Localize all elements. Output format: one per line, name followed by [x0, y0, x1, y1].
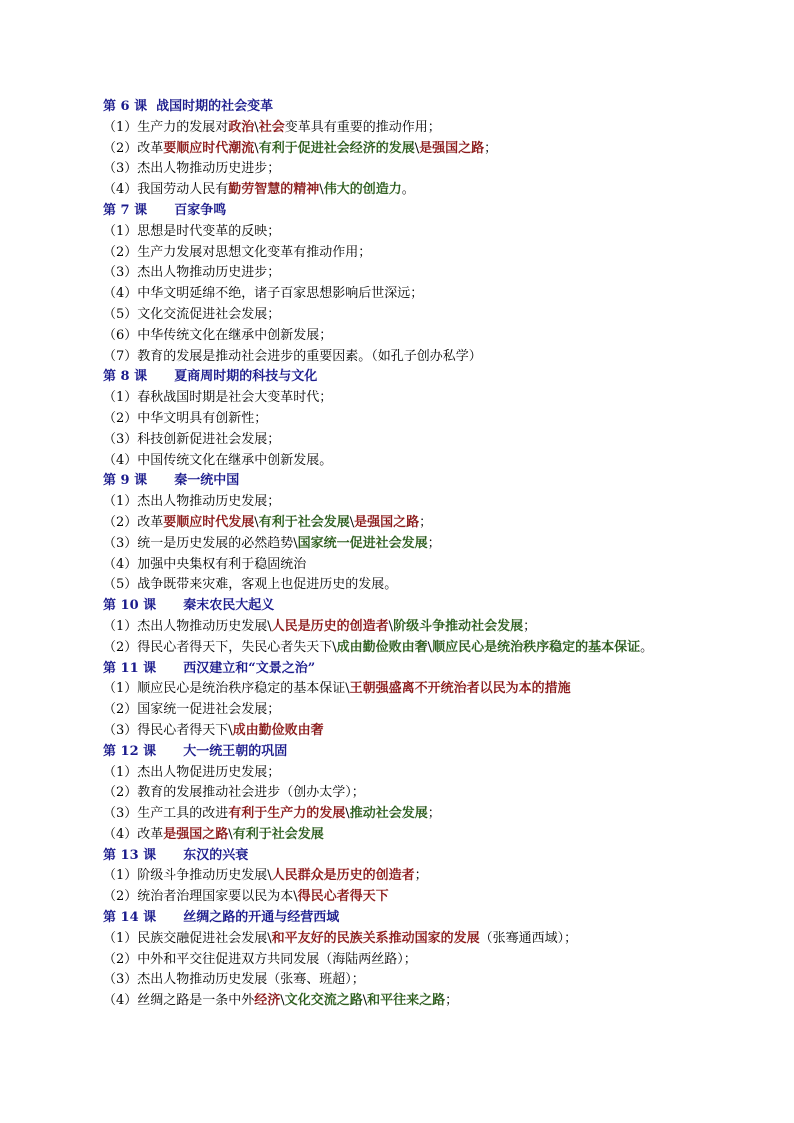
- point-text: （4）加强中央集权有利于稳固统治: [103, 556, 307, 572]
- lesson-section: [103, 201, 763, 367]
- lesson-point: [103, 700, 763, 721]
- point-text: \: [254, 119, 259, 135]
- key-phrase: 阶级斗争推动社会发展: [393, 618, 524, 634]
- lesson-point: [103, 284, 763, 305]
- lesson-point: [103, 804, 763, 825]
- lesson-point: [103, 991, 763, 1012]
- key-phrase: 有利于生产力的发展: [228, 806, 346, 822]
- lesson-point: [103, 825, 763, 846]
- key-phrase: 要顺应时代潮流: [163, 140, 255, 156]
- key-phrase: 和平往来之路: [367, 993, 446, 1009]
- point-text: ；: [427, 535, 441, 551]
- point-text: \: [427, 639, 433, 655]
- lesson-point: [103, 451, 763, 472]
- point-text: 变革具有重要的推动作用；: [284, 119, 441, 135]
- lesson-point: [103, 575, 763, 596]
- lesson-point: [103, 388, 763, 409]
- point-text: 。: [401, 182, 415, 198]
- point-text: \: [254, 140, 259, 156]
- point-text: （1）杰出人物促进历史发展；: [103, 764, 281, 780]
- lesson-point: [103, 243, 763, 264]
- point-text: （4）中国传统文化在继承中创新发展。: [103, 452, 333, 468]
- point-text: \: [414, 140, 420, 156]
- point-text: （3）得民心者得天下\: [103, 722, 233, 738]
- point-text: ；: [484, 140, 498, 156]
- lesson-point: [103, 887, 763, 908]
- point-text: \: [228, 826, 233, 842]
- lesson-point: [103, 929, 763, 950]
- point-text: （1）春秋战国时期是社会大变革时代；: [103, 390, 333, 406]
- key-phrase: 成由勤俭败由奢: [232, 722, 324, 738]
- lesson-point: [103, 305, 763, 326]
- lesson-section: [103, 367, 763, 471]
- lesson-section: [103, 97, 763, 201]
- point-text: \: [349, 514, 355, 530]
- lesson-section: [103, 846, 763, 908]
- lesson-point: [103, 409, 763, 430]
- key-phrase: 是强国之路: [419, 140, 485, 156]
- key-phrase: 伟大的创造力: [323, 182, 402, 198]
- point-text: （2）教育的发展推动社会进步（创办太学）；: [103, 785, 365, 801]
- lesson-point: [103, 534, 763, 555]
- lesson-point: [103, 513, 763, 534]
- point-text: （2）统治者治理国家要以民为本\: [103, 889, 298, 905]
- point-text: （1）杰出人物推动历史发展；: [103, 494, 281, 510]
- key-phrase: 是强国之路: [163, 826, 229, 842]
- key-phrase: 顺应民心是统治秩序稳定的基本保证: [432, 639, 641, 655]
- key-phrase: 有利于社会发展: [258, 514, 350, 530]
- lesson-heading: 第 6 课 战国时期的社会变革: [103, 99, 274, 114]
- key-phrase: 是强国之路: [354, 514, 420, 530]
- point-text: （3）统一是历史发展的必然趋势\: [103, 535, 298, 551]
- point-text: ；: [445, 993, 459, 1009]
- point-text: （3）杰出人物推动历史进步；: [103, 161, 281, 177]
- key-phrase: 经济: [254, 993, 281, 1009]
- lesson-heading: 第 13 课 东汉的兴衰: [103, 847, 249, 863]
- lesson-point: [103, 721, 763, 742]
- point-text: （4）中华文明延绵不绝，诸子百家思想影响后世深远；: [103, 286, 424, 302]
- point-text: ；: [414, 868, 428, 884]
- point-text: （4）改革: [103, 826, 164, 842]
- point-text: \: [319, 182, 324, 198]
- lesson-point: [103, 326, 763, 347]
- point-text: （1）民族交融促进社会发展\: [103, 930, 272, 946]
- point-text: （2）得民心者得天下，失民心者失天下\: [103, 639, 337, 655]
- lesson-point: [103, 139, 763, 160]
- key-phrase: 要顺应时代发展: [163, 514, 255, 530]
- point-text: （1）顺应民心是统治秩序稳定的基本保证\: [103, 681, 350, 697]
- key-phrase: 王朝强盛离不开统治者以民为本的措施: [349, 681, 571, 697]
- point-text: （张骞通西域）；: [479, 930, 578, 946]
- point-text: \: [254, 514, 259, 530]
- point-text: （3）科技创新促进社会发展；: [103, 431, 281, 447]
- point-text: （6）中华传统文化在继承中创新发展；: [103, 327, 333, 343]
- point-text: （1）思想是时代变革的反映；: [103, 223, 281, 239]
- lesson-section: [103, 742, 763, 846]
- point-text: （3）杰出人物推动历史进步；: [103, 265, 281, 281]
- lesson-point: [103, 159, 763, 180]
- lesson-section: [103, 659, 763, 742]
- point-text: （5）战争既带来灾难，客观上也促进历史的发展。: [103, 577, 398, 593]
- point-text: 。: [640, 639, 654, 655]
- lesson-heading: 第 9 课 秦一统中国: [103, 473, 240, 489]
- point-text: （2）改革: [103, 514, 164, 530]
- lesson-point: [103, 783, 763, 804]
- point-text: （1）生产力的发展对: [103, 119, 229, 135]
- key-phrase: 得民心者得天下: [297, 889, 389, 905]
- lesson-point: [103, 866, 763, 887]
- point-text: ；: [419, 514, 433, 530]
- point-text: （4）我国劳动人民有: [103, 182, 229, 198]
- lesson-heading: 第 12 课 大一统王朝的巩固: [103, 743, 288, 759]
- lesson-point: [103, 617, 763, 638]
- key-phrase: 推动社会发展: [349, 806, 428, 822]
- point-text: （2）中华文明具有创新性；: [103, 410, 268, 426]
- point-text: \: [362, 993, 368, 1009]
- point-text: \: [388, 618, 394, 634]
- key-phrase: 人民群众是历史的创造者: [271, 868, 415, 884]
- lesson-point: [103, 763, 763, 784]
- lesson-point: [103, 430, 763, 451]
- lesson-point: [103, 492, 763, 513]
- point-text: （2）改革: [103, 140, 164, 156]
- point-text: （1）杰出人物推动历史发展\: [103, 618, 272, 634]
- lesson-point: [103, 638, 763, 659]
- lesson-heading: 第 11 课 西汉建立和“文景之治”: [103, 660, 316, 676]
- key-phrase: 和平友好的民族关系推动国家的发展: [271, 930, 480, 946]
- key-phrase: 社会: [258, 119, 285, 135]
- point-text: （7）教育的发展是推动社会进步的重要因素。（如孔子创办私学）: [103, 348, 482, 364]
- key-phrase: 国家统一促进社会发展: [297, 535, 428, 551]
- lesson-heading: 第 14 课 丝绸之路的开通与经营西域: [103, 910, 340, 926]
- key-phrase: 有利于社会发展: [232, 826, 324, 842]
- lesson-heading: 第 10 课 秦末农民大起义: [103, 598, 275, 614]
- point-text: （2）国家统一促进社会发展；: [103, 702, 281, 718]
- point-text: （5）文化交流促进社会发展；: [103, 306, 281, 322]
- key-phrase: 人民是历史的创造者: [271, 618, 389, 634]
- point-text: （3）生产工具的改进: [103, 806, 229, 822]
- point-text: \: [280, 993, 285, 1009]
- lesson-heading: 第 7 课 百家争鸣: [103, 202, 227, 218]
- lesson-point: [103, 118, 763, 139]
- document-body: [103, 97, 763, 1012]
- lesson-point: [103, 347, 763, 368]
- point-text: （2）生产力发展对思想文化变革有推动作用；: [103, 244, 372, 260]
- lesson-point: [103, 263, 763, 284]
- lesson-point: [103, 970, 763, 991]
- point-text: （2）中外和平交往促进双方共同发展（海陆两丝路）；: [103, 951, 417, 967]
- point-text: \: [345, 806, 350, 822]
- point-text: ；: [523, 618, 537, 634]
- lesson-point: [103, 222, 763, 243]
- lesson-point: [103, 180, 763, 201]
- lesson-section: [103, 908, 763, 1012]
- lesson-heading: 第 8 课 夏商周时期的科技与文化: [103, 369, 318, 385]
- lesson-point: [103, 555, 763, 576]
- key-phrase: 勤劳智慧的精神: [228, 182, 320, 198]
- key-phrase: 政治: [228, 119, 255, 135]
- lesson-point: [103, 950, 763, 971]
- point-text: （4）丝绸之路是一条中外: [103, 993, 255, 1009]
- point-text: （3）杰出人物推动历史发展（张骞、班超）；: [103, 972, 365, 988]
- point-text: ；: [427, 806, 441, 822]
- lesson-point: [103, 679, 763, 700]
- key-phrase: 文化交流之路: [284, 993, 363, 1009]
- lesson-section: [103, 471, 763, 596]
- key-phrase: 有利于促进社会经济的发展: [258, 140, 415, 156]
- point-text: （1）阶级斗争推动历史发展\: [103, 868, 272, 884]
- lesson-section: [103, 596, 763, 658]
- key-phrase: 成由勤俭败由奢: [336, 639, 428, 655]
